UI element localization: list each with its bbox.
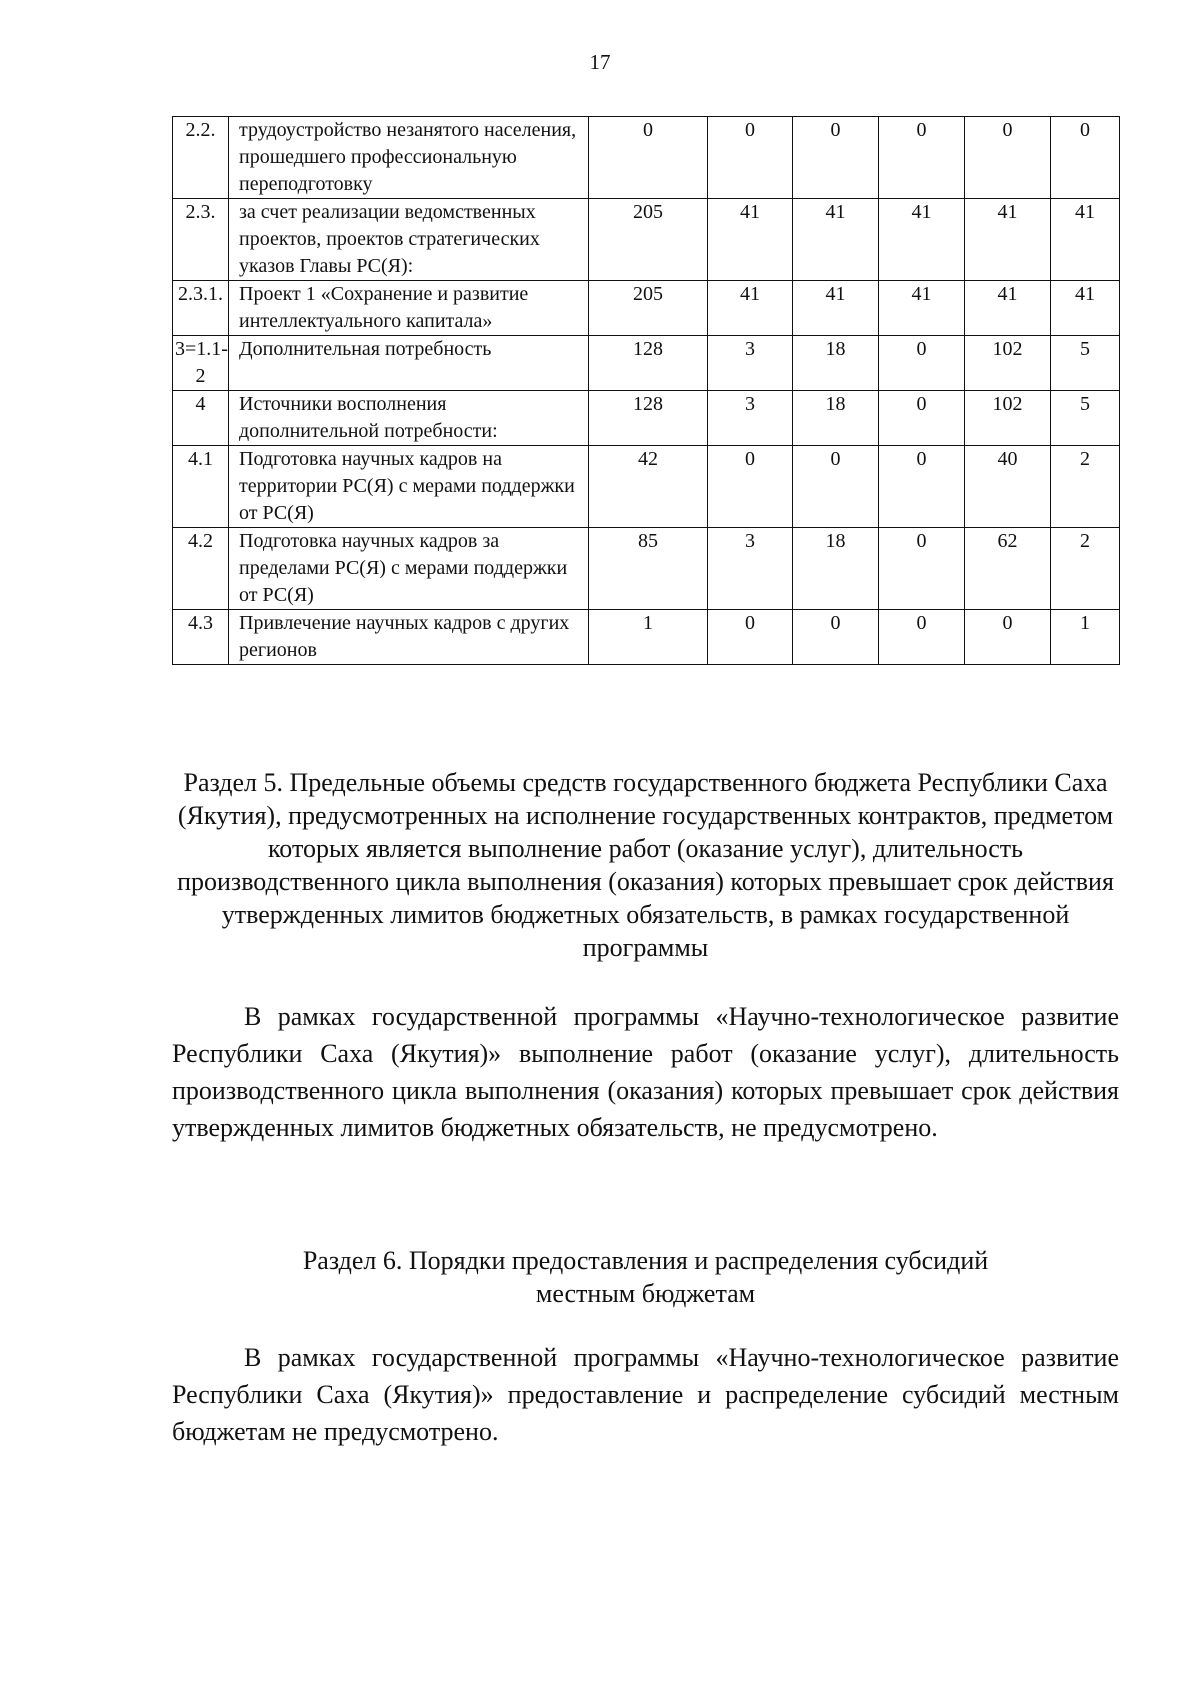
row-value: 2	[1051, 446, 1120, 528]
row-value: 0	[793, 117, 879, 199]
row-value: 0	[793, 610, 879, 665]
row-value: 41	[879, 281, 965, 336]
row-value: 2	[1051, 528, 1120, 610]
row-code: 2.3.	[173, 199, 229, 281]
row-value: 0	[708, 610, 793, 665]
table-row	[173, 610, 1120, 665]
row-value: 3	[708, 336, 793, 391]
row-value: 0	[879, 336, 965, 391]
row-value: 41	[1051, 281, 1120, 336]
section5-heading: Раздел 5. Предельные объемы средств государственного бюджета Республики Саха (Якутия), предусмотренных на исполнение государственных контрактов, предметом которых является выполнение работ (оказание услуг), длительность производственного цикла выполнения (оказания) которых превышает срок действия утвержденных лимитов бюджетных обязательств, в рамках государственной программы	[177, 768, 1114, 962]
row-value: 0	[879, 610, 965, 665]
row-value: 41	[879, 199, 965, 281]
row-value: 18	[793, 391, 879, 446]
row-value: 85	[589, 528, 708, 610]
row-code: 4.2	[173, 528, 229, 610]
row-value: 41	[793, 281, 879, 336]
row-code: 4.3	[173, 610, 229, 665]
row-value: 205	[589, 199, 708, 281]
row-value: 0	[879, 391, 965, 446]
row-code: 2.2.	[173, 117, 229, 199]
data-table	[172, 116, 1120, 665]
table-row	[173, 391, 1120, 446]
row-value: 128	[589, 391, 708, 446]
row-value: 41	[965, 199, 1051, 281]
section5-paragraph: В рамках государственной программы «Научно-технологическое развитие Республики Саха (Якутия)» выполнение работ (оказание услуг), длительность производственного цикла выполнения (оказания) которых превышает срок действия утвержденных лимитов бюджетных обязательств, не предусмотрено.	[172, 1002, 1119, 1142]
row-value: 0	[879, 117, 965, 199]
table-row	[173, 528, 1120, 610]
row-value: 41	[965, 281, 1051, 336]
row-value: 41	[1051, 199, 1120, 281]
row-value: 128	[589, 336, 708, 391]
page-number: 17	[589, 50, 611, 74]
row-value: 1	[589, 610, 708, 665]
row-value: 5	[1051, 336, 1120, 391]
row-value: 3	[708, 528, 793, 610]
row-description: трудоустройство незанятого населения, прошедшего профессиональную переподготовку	[229, 117, 589, 199]
row-value: 102	[965, 391, 1051, 446]
row-value: 18	[793, 528, 879, 610]
row-value: 62	[965, 528, 1051, 610]
row-value: 0	[793, 446, 879, 528]
row-value: 0	[879, 446, 965, 528]
row-code: 2.3.1.	[173, 281, 229, 336]
table-row	[173, 117, 1120, 199]
row-value: 5	[1051, 391, 1120, 446]
row-code: 3=1.1-2	[173, 336, 229, 391]
row-value: 1	[1051, 610, 1120, 665]
section6-heading: Раздел 6. Порядки предоставления и распределения субсидий местным бюджетам	[302, 1246, 989, 1308]
row-value: 0	[708, 446, 793, 528]
row-value: 0	[708, 117, 793, 199]
table-row	[173, 199, 1120, 281]
row-value: 0	[879, 528, 965, 610]
row-description: Привлечение научных кадров с других регионов	[229, 610, 589, 665]
table-row	[173, 336, 1120, 391]
row-description: Подготовка научных кадров на территории РС(Я) с мерами поддержки от РС(Я)	[229, 446, 589, 528]
row-description: Проект 1 «Сохранение и развитие интеллектуального капитала»	[229, 281, 589, 336]
row-code: 4	[173, 391, 229, 446]
row-description: Дополнительная потребность	[229, 336, 589, 391]
row-value: 41	[708, 281, 793, 336]
row-value: 205	[589, 281, 708, 336]
row-value: 42	[589, 446, 708, 528]
row-value: 0	[1051, 117, 1120, 199]
row-value: 18	[793, 336, 879, 391]
table-row	[173, 446, 1120, 528]
row-value: 102	[965, 336, 1051, 391]
row-description: за счет реализации ведомственных проектов, проектов стратегических указов Главы РС(Я):	[229, 199, 589, 281]
row-value: 40	[965, 446, 1051, 528]
section6-paragraph: В рамках государственной программы «Научно-технологическое развитие Республики Саха (Якутия)» предоставление и распределение субсидий местным бюджетам не предусмотрено.	[172, 1343, 1119, 1446]
table-row	[173, 281, 1120, 336]
row-code: 4.1	[173, 446, 229, 528]
row-value: 41	[708, 199, 793, 281]
row-description: Источники восполнения дополнительной потребности:	[229, 391, 589, 446]
row-description: Подготовка научных кадров за пределами РС(Я) с мерами поддержки от РС(Я)	[229, 528, 589, 610]
row-value: 0	[589, 117, 708, 199]
row-value: 0	[965, 117, 1051, 199]
row-value: 41	[793, 199, 879, 281]
row-value: 0	[965, 610, 1051, 665]
row-value: 3	[708, 391, 793, 446]
